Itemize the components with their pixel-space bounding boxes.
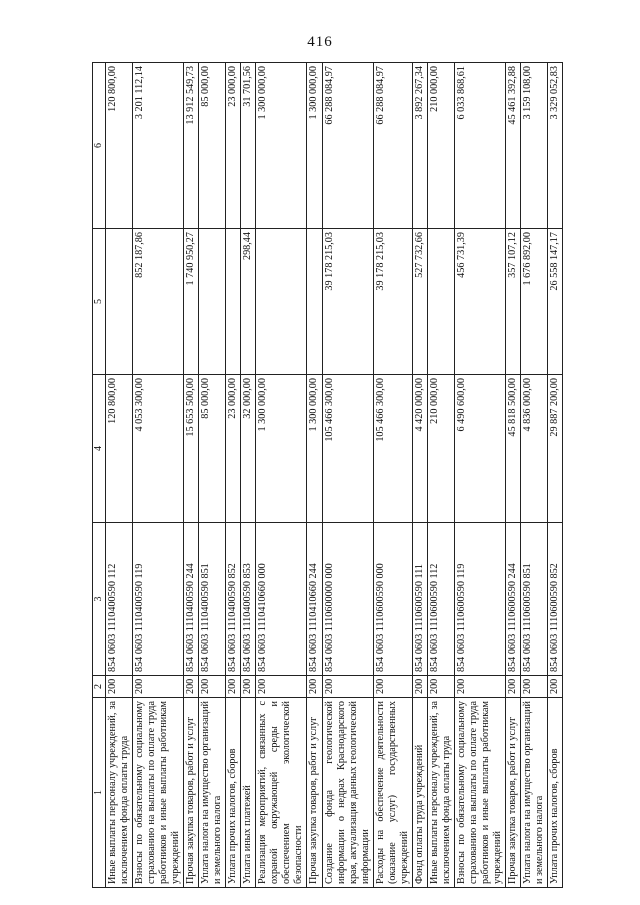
row-col4-cell: 15 653 500,00 [184,375,199,523]
row-code-cell: 200 [412,676,427,698]
row-kbk-cell: 854 0603 1110600590 852 [548,523,563,676]
row-col6-cell: 66 288 084,97 [373,63,412,229]
row-col6-cell: 3 201 112,14 [133,63,184,229]
row-col4-cell: 1 300 000,00 [256,375,307,523]
row-col6-cell: 85 000,00 [199,63,226,229]
header-col-4: 4 [93,375,106,523]
header-col-2: 2 [93,676,106,698]
row-col6-cell: 3 892 267,34 [412,63,427,229]
row-col4-cell: 4 836 000,00 [520,375,547,523]
row-col4-cell: 210 000,00 [427,375,454,523]
row-name-cell: Фонд оплаты труда учреждений [412,698,427,888]
table-row [427,63,454,888]
table-row [106,63,133,888]
table-row [373,63,412,888]
row-col5-cell [199,229,226,375]
header-col-3: 3 [93,523,106,676]
row-col4-cell: 23 000,00 [226,375,241,523]
row-name-cell: Уплата прочих налогов, сборов [226,698,241,888]
row-code-cell: 200 [520,676,547,698]
row-name-cell: Уплата налога на имущество организаций и земельного налога [520,698,547,888]
row-name-cell: Создание фонда геологической информации о недрах Краснодарского края, актуализация данных геологической информации [322,698,373,888]
row-col6-cell: 66 288 084,97 [322,63,373,229]
row-col6-cell: 23 000,00 [226,63,241,229]
table-body [106,63,563,888]
row-col6-cell: 1 300 000,00 [256,63,307,229]
row-name-cell: Уплата иных платежей [241,698,256,888]
row-code-cell: 200 [427,676,454,698]
row-name-cell: Уплата налога на имущество организаций и земельного налога [199,698,226,888]
row-code-cell: 200 [373,676,412,698]
row-code-cell: 200 [505,676,520,698]
table-row [184,63,199,888]
row-col5-cell: 39 178 215,03 [373,229,412,375]
row-col5-cell: 357 107,12 [505,229,520,375]
row-code-cell: 200 [226,676,241,698]
row-kbk-cell: 854 0603 1110400590 851 [199,523,226,676]
row-col6-cell: 6 033 868,61 [454,63,505,229]
row-name-cell: Иные выплаты персоналу учреждений, за исключением фонда оплаты труда [427,698,454,888]
row-col4-cell: 45 818 500,00 [505,375,520,523]
row-col4-cell: 4 420 000,00 [412,375,427,523]
row-col4-cell: 29 887 200,00 [548,375,563,523]
row-code-cell: 200 [184,676,199,698]
table-row [548,63,563,888]
row-col4-cell: 105 466 300,00 [373,375,412,523]
row-col5-cell: 852 187,86 [133,229,184,375]
row-col4-cell: 105 466 300,00 [322,375,373,523]
header-col-5: 5 [93,229,106,375]
row-col4-cell: 32 000,00 [241,375,256,523]
row-code-cell: 200 [256,676,307,698]
row-code-cell: 200 [106,676,133,698]
row-col6-cell: 45 461 392,88 [505,63,520,229]
row-name-cell: Прочая закупка товаров, работ и услуг [184,698,199,888]
row-code-cell: 200 [548,676,563,698]
row-kbk-cell: 854 0603 1110600590 244 [505,523,520,676]
row-code-cell: 200 [241,676,256,698]
row-col5-cell [226,229,241,375]
header-col-1: 1 [93,698,106,888]
row-kbk-cell: 854 0603 1110600590 111 [412,523,427,676]
row-col5-cell: 1 676 892,00 [520,229,547,375]
row-code-cell: 200 [454,676,505,698]
table-row [454,63,505,888]
row-col5-cell [427,229,454,375]
row-code-cell: 200 [307,676,322,698]
row-kbk-cell: 854 0603 1110400590 244 [184,523,199,676]
row-name-cell: Иные выплаты персоналу учреждений, за исключением фонда оплаты труда [106,698,133,888]
row-code-cell: 200 [322,676,373,698]
row-code-cell: 200 [133,676,184,698]
row-name-cell: Реализация мероприятий, связанных с охраной окружающей среды и обеспечением экологической безопасности [256,698,307,888]
row-kbk-cell: 854 0603 1110600590 000 [373,523,412,676]
row-col5-cell [106,229,133,375]
row-col4-cell: 1 300 000,00 [307,375,322,523]
row-col6-cell: 120 800,00 [106,63,133,229]
row-kbk-cell: 854 0603 1110600000 000 [322,523,373,676]
row-col5-cell [307,229,322,375]
table-header-row [93,63,106,888]
row-kbk-cell: 854 0603 1110400590 853 [241,523,256,676]
table-row [520,63,547,888]
table-row [322,63,373,888]
row-col6-cell: 210 000,00 [427,63,454,229]
row-col4-cell: 85 000,00 [199,375,226,523]
row-col5-cell [256,229,307,375]
row-col4-cell: 120 800,00 [106,375,133,523]
row-name-cell: Прочая закупка товаров, работ и услуг [307,698,322,888]
row-kbk-cell: 854 0603 1110400590 119 [133,523,184,676]
table-row [133,63,184,888]
row-col6-cell: 3 159 108,00 [520,63,547,229]
table-row [199,63,226,888]
row-col5-cell: 456 731,39 [454,229,505,375]
table-row [226,63,241,888]
row-kbk-cell: 854 0603 1110400590 112 [106,523,133,676]
row-col4-cell: 4 053 300,00 [133,375,184,523]
row-col6-cell: 3 329 052,83 [548,63,563,229]
row-col5-cell: 26 558 147,17 [548,229,563,375]
row-col5-cell: 1 740 950,27 [184,229,199,375]
row-kbk-cell: 854 0603 1110600590 112 [427,523,454,676]
row-kbk-cell: 854 0603 1110410660 000 [256,523,307,676]
budget-table [92,62,563,888]
row-kbk-cell: 854 0603 1110410660 244 [307,523,322,676]
row-kbk-cell: 854 0603 1110400590 852 [226,523,241,676]
table-row [307,63,322,888]
row-name-cell: Расходы на обеспечение деятельности (оказание услуг) государственных учреждений [373,698,412,888]
row-col6-cell: 1 300 000,00 [307,63,322,229]
row-col5-cell: 298,44 [241,229,256,375]
page-number: 416 [307,34,333,50]
row-name-cell: Уплата прочих налогов, сборов [548,698,563,888]
table-row [241,63,256,888]
table-row [256,63,307,888]
row-kbk-cell: 854 0603 1110600590 119 [454,523,505,676]
row-name-cell: Прочая закупка товаров, работ и услуг [505,698,520,888]
rotated-table-container [92,63,561,888]
table-row [505,63,520,888]
row-name-cell: Взносы по обязательному социальному страхованию на выплаты по оплате труда работников и иные выплаты работникам учреждений [454,698,505,888]
row-col6-cell: 31 701,56 [241,63,256,229]
row-col4-cell: 6 490 600,00 [454,375,505,523]
row-col6-cell: 13 912 549,73 [184,63,199,229]
row-col5-cell: 39 178 215,03 [322,229,373,375]
row-name-cell: Взносы по обязательному социальному страхованию на выплаты по оплате труда работников и иные выплаты работникам учреждений [133,698,184,888]
header-col-6: 6 [93,63,106,229]
row-col5-cell: 527 732,66 [412,229,427,375]
row-code-cell: 200 [199,676,226,698]
table-row [412,63,427,888]
row-kbk-cell: 854 0603 1110600590 851 [520,523,547,676]
